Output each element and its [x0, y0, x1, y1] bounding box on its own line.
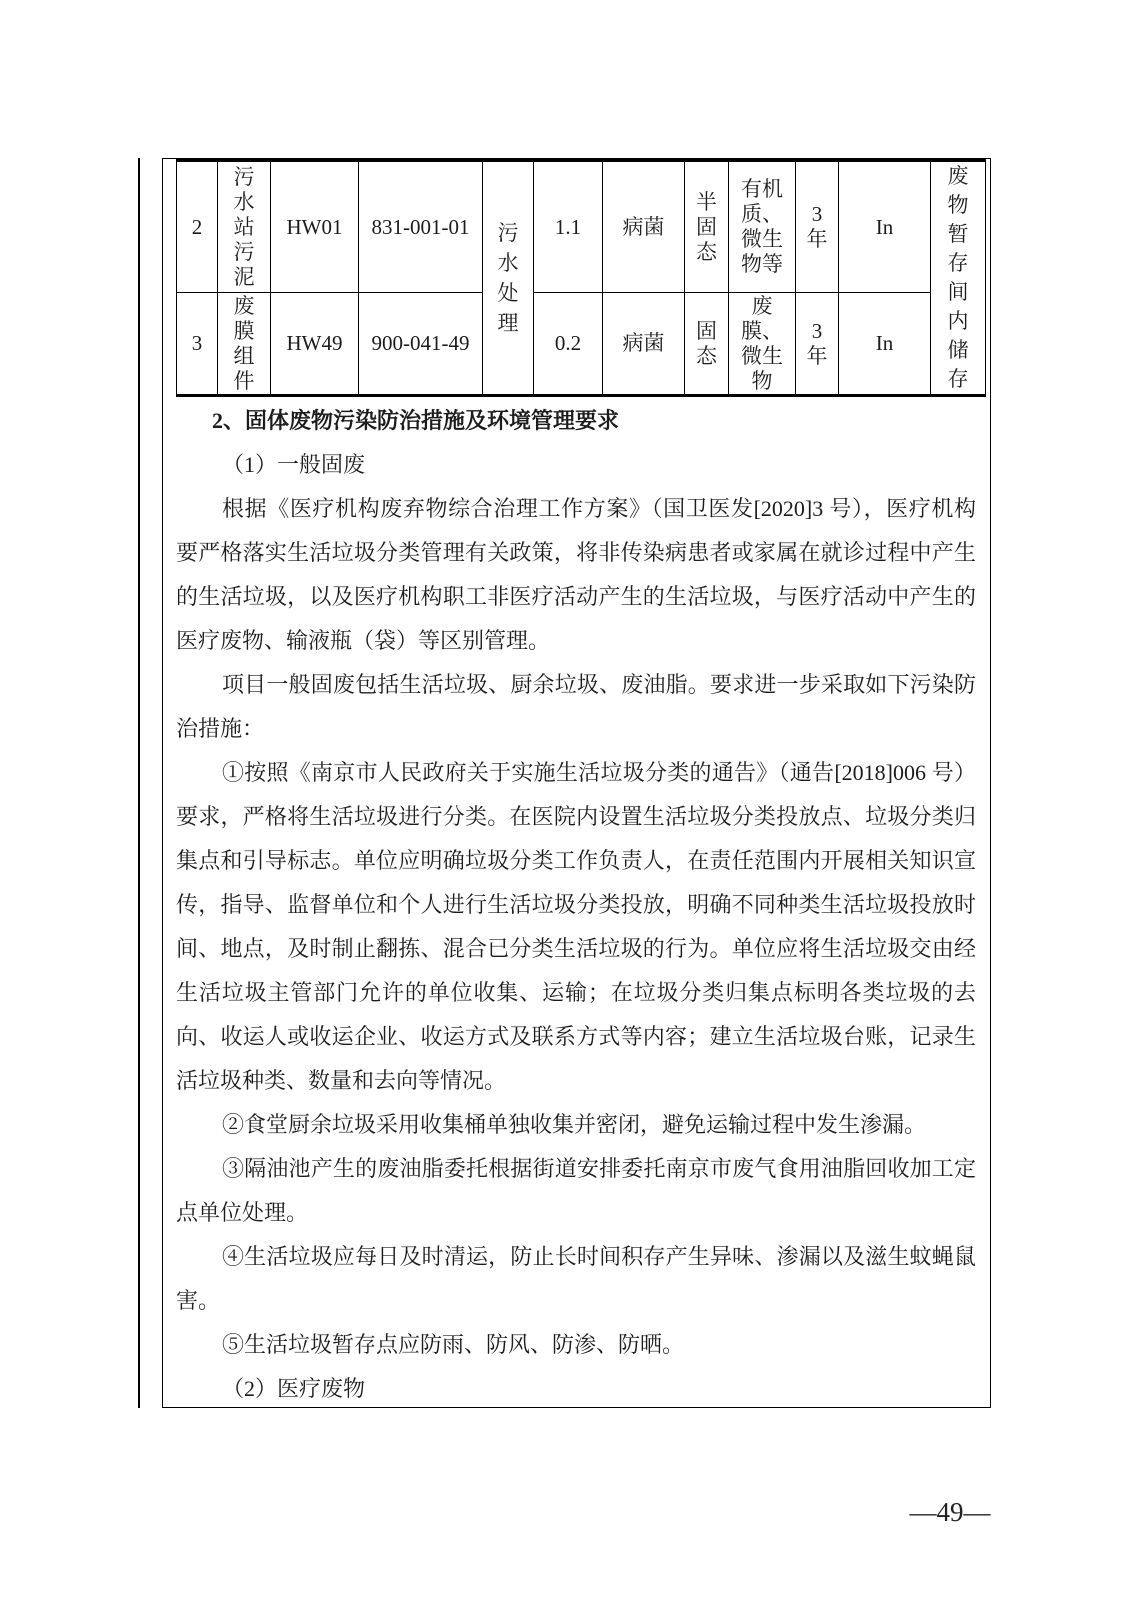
page-number: —49—	[909, 1497, 991, 1527]
paragraph: ②食堂厨余垃圾采用收集桶单独收集并密闭，避免运输过程中发生渗漏。	[222, 1112, 927, 1137]
cell-form: 固态	[685, 293, 729, 396]
hazardous-waste-table	[176, 159, 986, 397]
paragraph: ⑤生活垃圾暂存点应防雨、防风、防渗、防晒。	[222, 1332, 685, 1357]
paragraph: ①按照《南京市人民政府关于实施生活垃圾分类的通告》（通告[2018]006 号）要求，严格将生活垃圾进行分类。在医院内设置生活垃圾分类投放点、垃圾分类归集点和引导标志。单位应明确垃圾分类工作负责人，在责任范围内开展相关知识宣传，指导、监督单位和个人进行生活垃圾分类投放，明确不同种类生活垃圾投放时间、地点，及时制止翻拣、混合已分类生活垃圾的行为。单位应将生活垃圾交由经生活垃圾主管部门允许的单位收集、运输；在垃圾分类归集点标明各类垃圾的去向、收运人或收运企业、收运方式及联系方式等内容；建立生活垃圾台账，记录生活垃圾种类、数量和去向等情况。	[176, 760, 976, 1093]
cell-form: 半固态	[685, 161, 729, 293]
cell-waste-code: 831-001-01	[359, 161, 483, 293]
cell-hw-category: HW01	[271, 161, 359, 293]
table-row	[177, 161, 986, 293]
cell-waste-code: 900-041-49	[359, 293, 483, 396]
cell-component: 病菌	[603, 161, 685, 293]
cell-process: 污水处理	[483, 161, 534, 396]
frame-outer-left-border	[138, 158, 140, 1408]
cell-mark: In	[839, 293, 931, 396]
cell-seq: 2	[177, 161, 218, 293]
section-heading: 2、固体废物污染防治措施及环境管理要求	[212, 408, 620, 433]
cell-hw-category: HW49	[271, 293, 359, 396]
cell-hazard: 有机质、微生物等	[729, 161, 796, 293]
cell-storage: 废物暂存间内储存	[931, 161, 986, 396]
paragraph: 项目一般固废包括生活垃圾、厨余垃圾、废油脂。要求进一步采取如下污染防治措施：	[176, 672, 976, 741]
cell-quantity: 0.2	[534, 293, 603, 396]
paragraph: （1）一般固废	[222, 452, 366, 477]
paragraph: ③隔油池产生的废油脂委托根据街道安排委托南京市废气食用油脂回收加工定点单位处理。	[176, 1156, 976, 1225]
cell-period: 3年	[796, 161, 839, 293]
paragraph: 根据《医疗机构废弃物综合治理工作方案》（国卫医发[2020]3 号），医疗机构要严格落实生活垃圾分类管理有关政策，将非传染病患者或家属在就诊过程中产生的生活垃圾，以及医疗机构职工非医疗活动产生的生活垃圾，与医疗活动中产生的医疗废物、输液瓶（袋）等区别管理。	[176, 496, 976, 653]
paragraph: （2）医疗废物	[222, 1376, 366, 1401]
body-text	[176, 399, 976, 1411]
table-row	[177, 293, 986, 396]
cell-hazard: 废膜、微生物	[729, 293, 796, 396]
cell-mark: In	[839, 161, 931, 293]
cell-quantity: 1.1	[534, 161, 603, 293]
cell-seq: 3	[177, 293, 218, 396]
cell-component: 病菌	[603, 293, 685, 396]
cell-waste-name: 废膜组件	[218, 293, 271, 396]
cell-waste-name: 污水站污泥	[218, 161, 271, 293]
paragraph: ④生活垃圾应每日及时清运，防止长时间积存产生异味、渗漏以及滋生蚊蝇鼠害。	[176, 1244, 976, 1313]
cell-period: 3年	[796, 293, 839, 396]
